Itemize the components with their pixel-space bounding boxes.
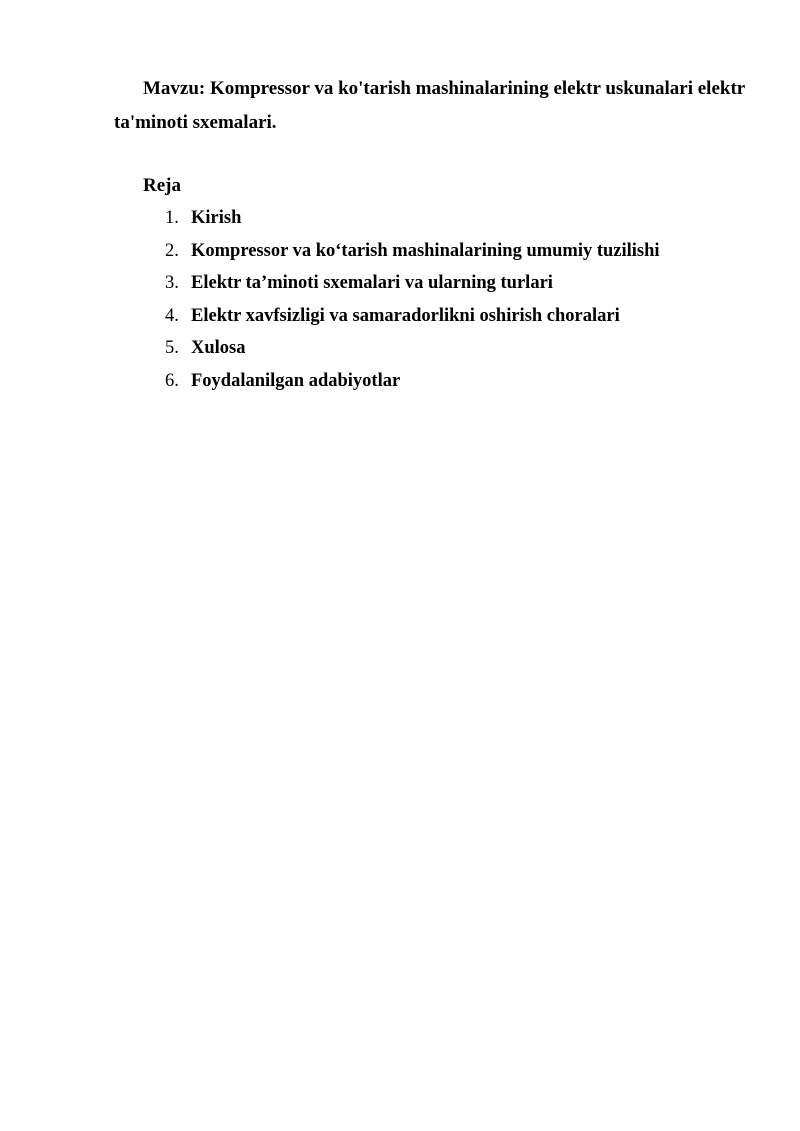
plan-item-number: 3. — [165, 273, 179, 294]
plan-item-text: Foydalanilgan adabiyotlar — [191, 370, 401, 391]
document-topic: Mavzu: Kompressor va ko'tarish mashinalarining elektr uskunalari elektr ta'minoti sxemalari. — [114, 78, 745, 133]
plan-item-number: 4. — [165, 305, 179, 326]
plan-item-number: 6. — [165, 370, 179, 391]
plan-item-text: Kompressor va ko‘tarish mashinalarining umumiy tuzilishi — [191, 240, 660, 261]
plan-item-text: Xulosa — [191, 338, 246, 359]
plan-item-text: Elektr xavfsizligi va samaradorlikni oshirish choralari — [191, 305, 620, 326]
plan-item-number: 5. — [165, 338, 179, 359]
plan-item-number: 1. — [165, 208, 179, 228]
plan-item-text: Elektr ta’minoti sxemalari va ularning turlari — [191, 273, 553, 294]
plan-item-number: 2. — [165, 240, 179, 261]
plan-item-text: Kirish — [191, 208, 242, 228]
plan-heading: Reja — [143, 175, 181, 196]
